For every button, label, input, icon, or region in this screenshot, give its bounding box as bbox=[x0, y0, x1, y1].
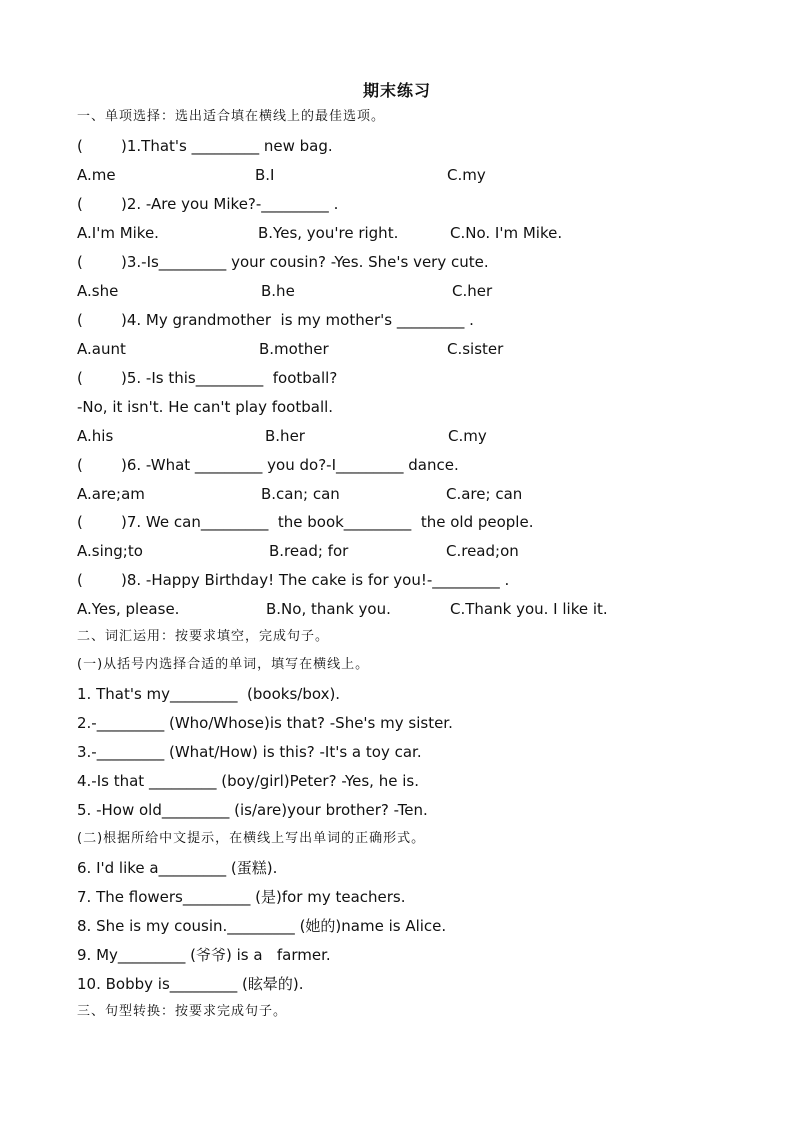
option-c: C.my bbox=[447, 166, 486, 184]
option-b: B.mother bbox=[259, 340, 329, 358]
option-a: A.his bbox=[77, 427, 114, 445]
option-a: A.I'm Mike. bbox=[77, 224, 159, 242]
option-b: B.read; for bbox=[269, 542, 349, 560]
option-c: C.my bbox=[448, 427, 487, 445]
option-a: A.are;am bbox=[77, 485, 145, 503]
option-c: C.her bbox=[452, 282, 493, 300]
question-3-options bbox=[77, 280, 717, 302]
vocab-item-2: 2.-_________ (Who/Whose)is that? -She's my sister. bbox=[77, 714, 453, 732]
question-8-stem: ( )8. -Happy Birthday! The cake is for you!-_________ . bbox=[77, 571, 510, 589]
question-6-stem: ( )6. -What _________ you do?-I_________ dance. bbox=[77, 456, 459, 474]
vocab-item-8: 8. She is my cousin._________ (她的)name is Alice. bbox=[77, 917, 447, 935]
question-1-stem: ( )1.That's _________ new bag. bbox=[77, 137, 333, 155]
section2-heading: 二、词汇运用：按要求填空，完成句子。 bbox=[77, 629, 330, 644]
question-7-options bbox=[77, 540, 717, 562]
option-b: B.he bbox=[261, 282, 295, 300]
section2-part2-heading: (二)根据所给中文提示，在横线上写出单词的正确形式。 bbox=[77, 831, 426, 846]
vocab-item-4: 4.-Is that _________ (boy/girl)Peter? -Yes, he is. bbox=[77, 772, 419, 790]
option-b: B.Yes, you're right. bbox=[258, 224, 399, 242]
vocab-item-9: 9. My_________ (爷爷) is a farmer. bbox=[77, 946, 331, 964]
option-a: A.she bbox=[77, 282, 119, 300]
question-6-options bbox=[77, 483, 717, 505]
question-5-options bbox=[77, 425, 717, 447]
option-b: B.No, thank you. bbox=[266, 600, 391, 618]
question-5-stem: ( )5. -Is this_________ football? bbox=[77, 369, 338, 387]
page-title: 期末练习 bbox=[362, 81, 431, 100]
vocab-item-3: 3.-_________ (What/How) is this? -It's a toy car. bbox=[77, 743, 422, 761]
section2-part1-heading: (一)从括号内选择合适的单词，填写在横线上。 bbox=[77, 657, 370, 672]
option-b: B.can; can bbox=[261, 485, 340, 503]
option-c: C.read;on bbox=[446, 542, 519, 560]
vocab-item-5: 5. -How old_________ (is/are)your brother? -Ten. bbox=[77, 801, 428, 819]
option-c: C.sister bbox=[447, 340, 504, 358]
question-7-stem: ( )7. We can_________ the book_________ the old people. bbox=[77, 513, 534, 531]
question-3-stem: ( )3.-Is_________ your cousin? -Yes. She's very cute. bbox=[77, 253, 489, 271]
vocab-item-10: 10. Bobby is_________ (眩晕的). bbox=[77, 975, 304, 993]
vocab-item-1: 1. That's my_________ (books/box). bbox=[77, 685, 341, 703]
question-4-options bbox=[77, 338, 717, 360]
vocab-item-6: 6. I'd like a_________ (蛋糕). bbox=[77, 859, 278, 877]
question-8-options bbox=[77, 598, 717, 620]
vocab-item-7: 7. The flowers_________ (是)for my teachers. bbox=[77, 888, 406, 906]
option-a: A.Yes, please. bbox=[77, 600, 180, 618]
option-b: B.I bbox=[255, 166, 275, 184]
question-5-stem-continued: -No, it isn't. He can't play football. bbox=[77, 398, 334, 416]
question-4-stem: ( )4. My grandmother is my mother's _________ . bbox=[77, 311, 474, 329]
option-c: C.No. I'm Mike. bbox=[450, 224, 563, 242]
option-c: C.Thank you. I like it. bbox=[450, 600, 608, 618]
section3-heading: 三、句型转换：按要求完成句子。 bbox=[77, 1004, 288, 1019]
option-c: C.are; can bbox=[446, 485, 523, 503]
option-b: B.her bbox=[265, 427, 305, 445]
question-2-stem: ( )2. -Are you Mike?-_________ . bbox=[77, 195, 339, 213]
option-a: A.aunt bbox=[77, 340, 126, 358]
section1-heading: 一、单项选择：选出适合填在横线上的最佳选项。 bbox=[77, 109, 386, 124]
question-2-options bbox=[77, 222, 717, 244]
option-a: A.sing;to bbox=[77, 542, 143, 560]
question-1-options bbox=[77, 164, 717, 186]
option-a: A.me bbox=[77, 166, 116, 184]
